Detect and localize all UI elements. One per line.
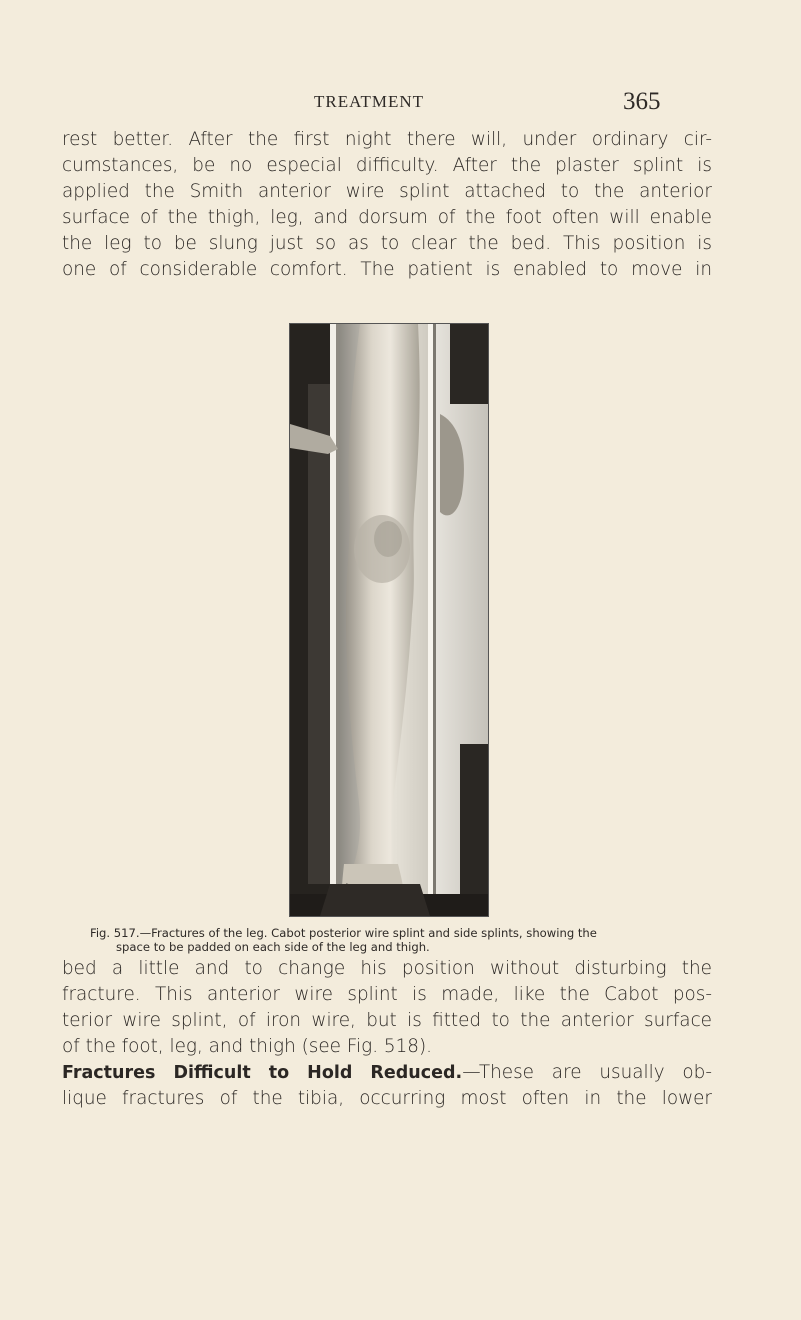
text-line: the leg to be slung just so as to clear the bed. This position is xyxy=(62,233,712,254)
text-line: applied the Smith anterior wire splint attached to the anterior xyxy=(62,181,712,202)
text-line: terior wire splint, of iron wire, but is fitted to the anterior surface xyxy=(62,1010,712,1031)
text-line: lique fractures of the tibia, occurring most often in the lower xyxy=(62,1088,712,1109)
page-number: 365 xyxy=(623,88,661,115)
text-line: bed a little and to change his position without disturbing the xyxy=(62,958,712,979)
paragraph-bottom xyxy=(62,956,712,1112)
text-line: fracture. This anterior wire splint is made, like the Cabot pos- xyxy=(62,984,712,1005)
caption-line: Fig. 517.—Fractures of the leg. Cabot posterior wire splint and side splints, showing the xyxy=(90,926,597,940)
leg-photograph-image xyxy=(290,324,488,916)
text-line: rest better. After the first night there will, under ordinary cir- xyxy=(62,129,712,150)
figure-caption xyxy=(90,926,710,954)
running-title: TREATMENT xyxy=(314,92,425,111)
section-line xyxy=(62,1060,712,1086)
text-line: one of considerable comfort. The patient is enabled to move in xyxy=(62,259,712,280)
text-line: surface of the thigh, leg, and dorsum of the foot often will enable xyxy=(62,207,712,228)
text-line: of the foot, leg, and thigh (see Fig. 518). xyxy=(62,1036,433,1057)
section-heading: Fractures Difficult to Hold Reduced. xyxy=(62,1063,463,1083)
section-text: —These are usually ob- xyxy=(462,1062,712,1083)
running-head xyxy=(0,88,801,122)
paragraph-top xyxy=(62,127,712,283)
text-line: cumstances, be no especial difficulty. After the plaster splint is xyxy=(62,155,712,176)
figure-photograph xyxy=(289,323,489,917)
caption-line: space to be padded on each side of the leg and thigh. xyxy=(116,940,430,954)
